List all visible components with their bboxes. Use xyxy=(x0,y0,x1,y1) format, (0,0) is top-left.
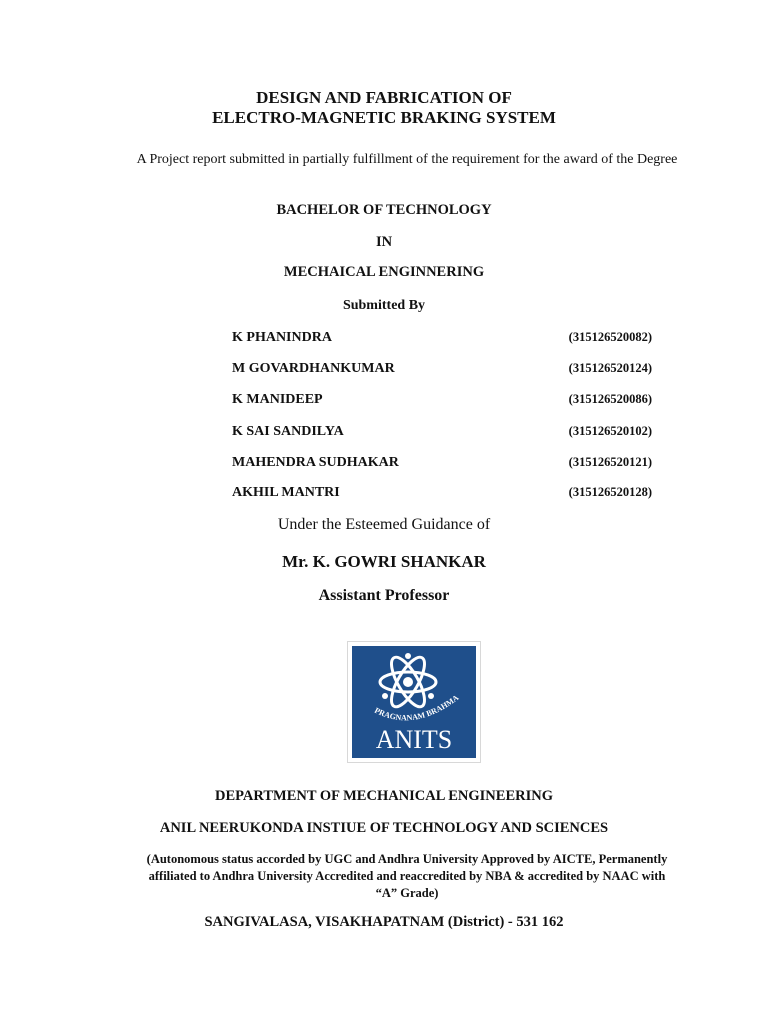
student-id: (315126520082) xyxy=(568,330,652,344)
anits-logo xyxy=(347,641,481,763)
logo-text: ANITS xyxy=(375,725,453,754)
student-name: K PHANINDRA xyxy=(232,330,332,345)
title-line-1: DESIGN AND FABRICATION OF xyxy=(256,88,512,107)
institute-address: SANGIVALASA, VISAKHAPATNAM (District) - 531 162 xyxy=(204,914,564,930)
student-name: MAHENDRA SUDHAKAR xyxy=(232,455,399,470)
student-id: (315126520124) xyxy=(568,361,652,375)
student-name: K MANIDEEP xyxy=(232,392,323,407)
degree-name: BACHELOR OF TECHNOLOGY xyxy=(276,202,492,218)
anits-logo-icon xyxy=(348,642,480,762)
student-name: K SAI SANDILYA xyxy=(232,424,344,439)
guide-name: Mr. K. GOWRI SHANKAR xyxy=(282,552,486,571)
project-description: A Project report submitted in partially fulfillment of the requirement for the award of the Degree xyxy=(136,152,678,167)
submitted-by-label: Submitted By xyxy=(342,298,426,313)
guidance-intro: Under the Esteemed Guidance of xyxy=(277,516,491,533)
student-id: (315126520121) xyxy=(568,455,652,469)
student-id: (315126520086) xyxy=(568,392,652,406)
student-id: (315126520102) xyxy=(568,424,652,438)
logo-motto: PRAGNANAM BRAHMA xyxy=(373,693,461,723)
title-line-2: ELECTRO-MAGNETIC BRAKING SYSTEM xyxy=(212,108,556,127)
student-id: (315126520128) xyxy=(568,485,652,499)
accreditation-note: (Autonomous status accorded by UGC and Andhra University Approved by AICTE, Permanently affiliated to Andhra University Accredited and reaccredited by NBA & accredited by NAAC with “A” Grade) xyxy=(146,852,668,900)
institute-name: ANIL NEERUKONDA INSTIUE OF TECHNOLOGY AND SCIENCES xyxy=(159,820,609,836)
department-name: DEPARTMENT OF MECHANICAL ENGINEERING xyxy=(215,788,553,804)
student-name: M GOVARDHANKUMAR xyxy=(232,361,395,376)
guide-title: Assistant Professor xyxy=(318,587,450,604)
branch-name: MECHAICAL ENGINNERING xyxy=(283,264,485,280)
student-name: AKHIL MANTRI xyxy=(232,485,340,500)
degree-in: IN xyxy=(375,234,393,250)
